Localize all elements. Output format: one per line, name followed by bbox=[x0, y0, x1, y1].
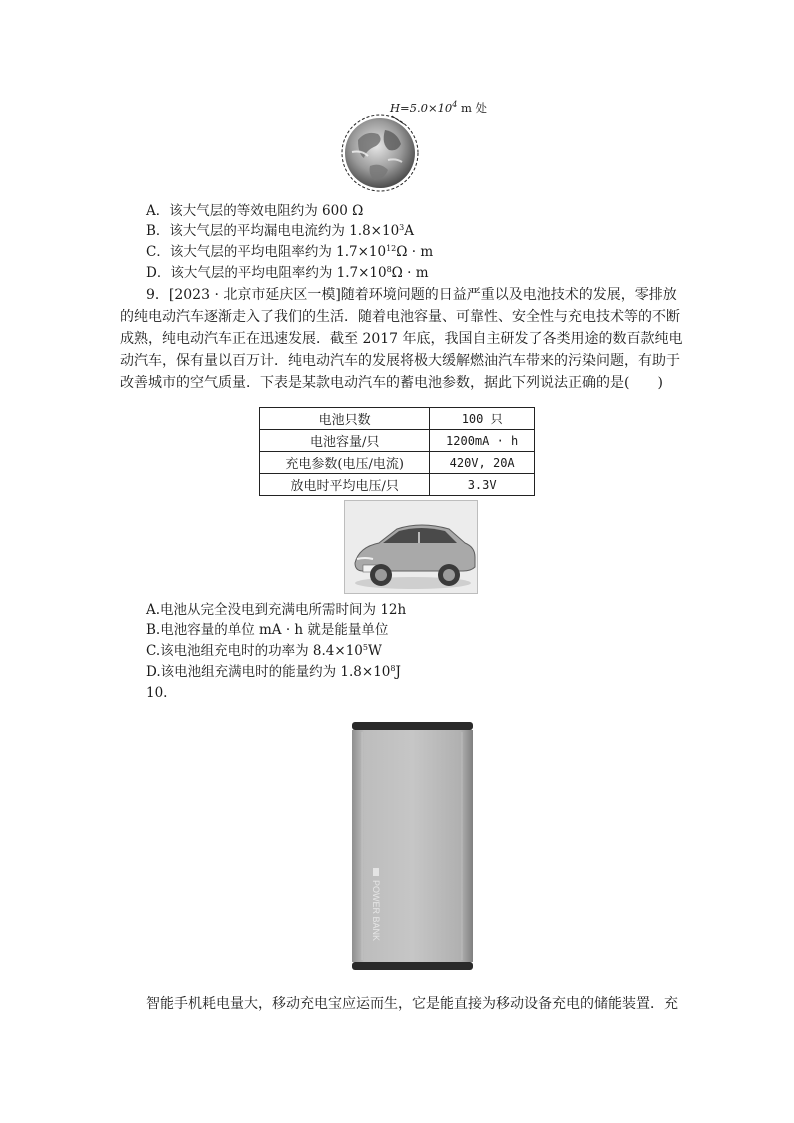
q10-stem-line1: 智能手机耗电量大，移动充电宝应运而生，它是能直接为移动设备充电的储能装置．充 bbox=[146, 996, 678, 1012]
power-bank-logo-text: POWER BANK bbox=[371, 880, 381, 942]
table-cell-param: 充电参数(电压/电流) bbox=[260, 452, 430, 474]
car-image bbox=[345, 501, 478, 594]
table-cell-value: 3.3V bbox=[430, 474, 535, 496]
q9-option-c: C.该电池组充电时的功率为 $8.4\times 10^5W$ bbox=[146, 643, 382, 659]
table-row bbox=[260, 474, 535, 496]
q10-number: 10. bbox=[146, 685, 168, 701]
q8-option-c: C．该大气层的平均电阻率约为 $1.7\times 10^{12}\Omega \cdot m$ bbox=[146, 244, 434, 260]
q9-stem-line4: 动汽车，保有量以百万计．纯电动汽车的发展将极大缓解燃油汽车带来的污染问题，有助于 bbox=[120, 353, 680, 369]
label-prefix: H bbox=[390, 101, 401, 115]
earth-figure bbox=[330, 100, 500, 195]
table-cell-value: 100 只 bbox=[430, 408, 535, 430]
q9-stem-line5: 改善城市的空气质量．下表是某款电动汽车的蓄电池参数，据此下列说法正确的是( ) bbox=[120, 375, 663, 391]
table-row bbox=[260, 430, 535, 452]
q9-option-a: A.电池从完全没电到充满电所需时间为 12h bbox=[146, 602, 407, 618]
altitude-label bbox=[390, 100, 487, 116]
table-row bbox=[260, 408, 535, 430]
q8-option-a: A．该大气层的等效电阻约为 600 Ω bbox=[146, 203, 364, 219]
q9-option-d: D.该电池组充满电时的能量约为 $1.8\times 10^8J$ bbox=[146, 664, 401, 680]
power-bank-image bbox=[352, 722, 473, 970]
q9-stem-line2: 的纯电动汽车逐渐走入了我们的生活．随着电池容量、可靠性、安全性与充电技术等的不断 bbox=[120, 309, 680, 325]
electric-car-photo bbox=[344, 500, 478, 594]
table-cell-param: 电池容量/只 bbox=[260, 430, 430, 452]
table-row bbox=[260, 452, 535, 474]
q9-option-b: B.电池容量的单位 mA · h 就是能量单位 bbox=[146, 622, 389, 638]
q9-stem-line3: 成熟，纯电动汽车正在迅速发展．截至 2017 年底，我国自主研发了各类用途的数百款纯电 bbox=[120, 331, 683, 347]
label-exponent: 4 bbox=[452, 100, 458, 109]
q9-stem-line1: 9．[2023 · 北京市延庆区一模]随着环境问题的日益严重以及电池技术的发展，零排放 bbox=[146, 287, 677, 303]
table-cell-value: 420V, 20A bbox=[430, 452, 535, 474]
battery-parameter-table bbox=[259, 407, 535, 496]
table-cell-value: 1200mA · h bbox=[430, 430, 535, 452]
q8-option-b: B．该大气层的平均漏电电流约为 $1.8\times 10^3A$ bbox=[146, 223, 415, 239]
table-cell-param: 放电时平均电压/只 bbox=[260, 474, 430, 496]
power-bank-photo bbox=[352, 722, 473, 970]
label-suffix: m 处 bbox=[457, 101, 488, 115]
label-mid: =5.0×10 bbox=[400, 101, 453, 115]
q8-option-d: D．该大气层的平均电阻率约为 $1.7\times 10^8\Omega \cdot m$ bbox=[146, 265, 429, 281]
brand-logo-mark bbox=[373, 868, 379, 876]
table-cell-param: 电池只数 bbox=[260, 408, 430, 430]
